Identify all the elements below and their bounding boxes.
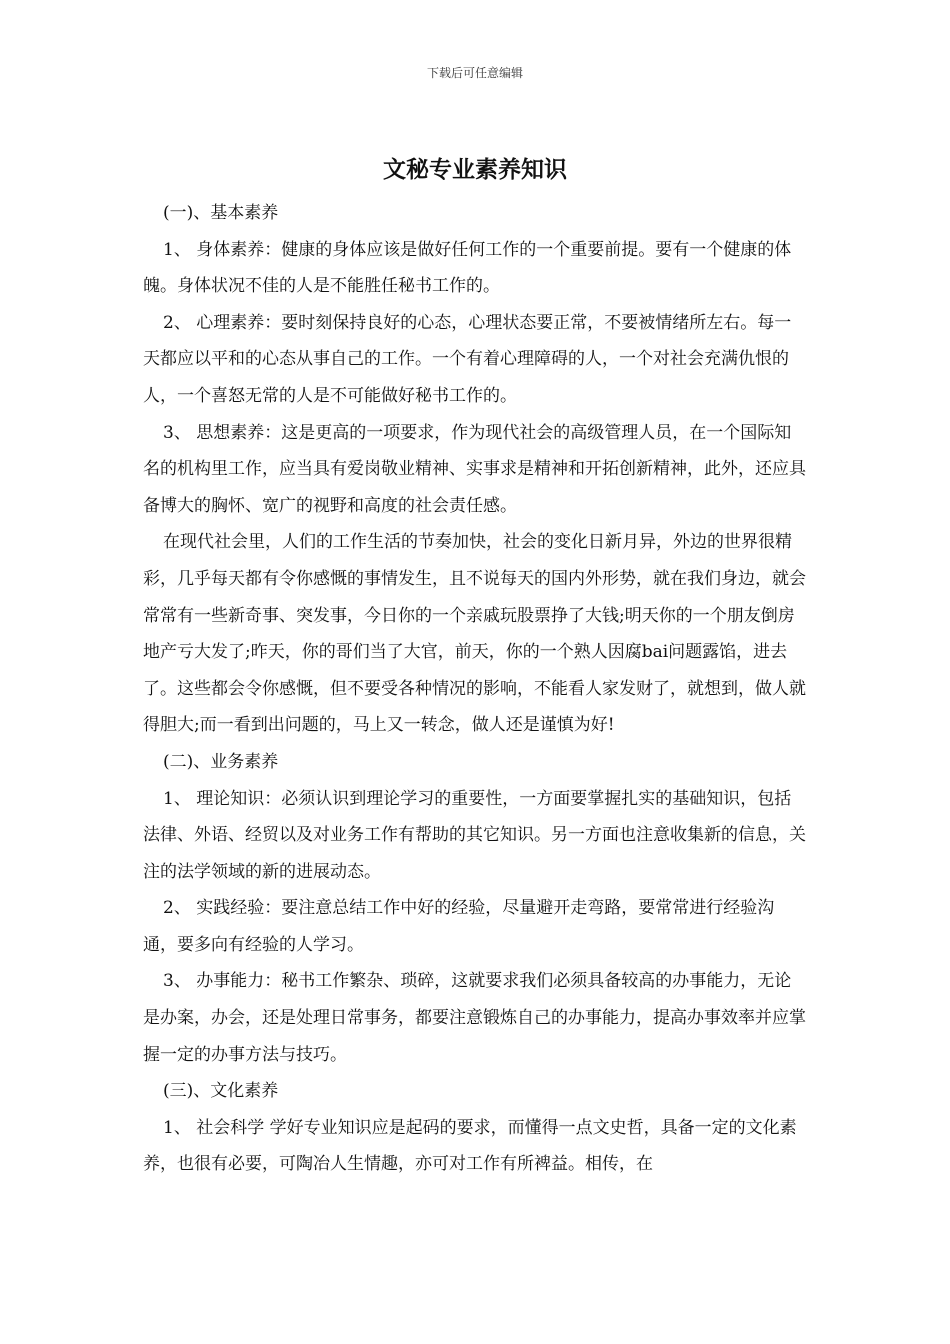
paragraph-ability: 3、 办事能力：秘书工作繁杂、琐碎，这就要求我们必须具备较高的办事能力，无论是办案，办会，还是处理日常事务，都要注意锻炼自己的办事能力，提高办事效率并应掌握一定的办事方法与技巧。	[143, 971, 806, 1065]
paragraph-modern-society: 在现代社会里，人们的工作生活的节奏加快，社会的变化日新月异，外边的世界很精彩，几乎每天都有令你感慨的事情发生，且不说每天的国内外形势，就在我们身边，就会常常有一些新奇事、突发事，今日你的一个亲戚玩股票挣了大钱;明天你的一个朋友倒房地产亏大发了;昨天，你的哥们当了大官，前天，你的一个熟人因腐bai问题露馅，进去了。这些都会令你感慨，但不要受各种情况的影响，不能看人家发财了，就想到，做人就得胆大;而一看到出问题的，马上又一转念，做人还是谨慎为好!	[143, 532, 806, 736]
paragraph-practice: 2、 实践经验：要注意总结工作中好的经验，尽量避开走弯路，要常常进行经验沟通，要多向有经验的人学习。	[143, 898, 775, 955]
section-heading-culture: (三)、文化素养	[163, 1081, 279, 1102]
section-heading-basic: (一)、基本素养	[163, 203, 279, 223]
document-title: 文秘专业素养知识	[383, 156, 567, 183]
paragraph-social-science: 1、 社会科学 学好专业知识应是起码的要求，而懂得一点文史哲，具备一定的文化素养，也很有必要，可陶冶人生情趣，亦可对工作有所裨益。相传，在	[143, 1117, 797, 1175]
document-body	[143, 195, 808, 1183]
paragraph-theory: 1、 理论知识：必须认识到理论学习的重要性，一方面要掌握扎实的基础知识，包括法律、外语、经贸以及对业务工作有帮助的其它知识。另一方面也注意收集新的信息，关注的法学领域的新的进展动态。	[143, 788, 806, 882]
header-note: 下载后可任意编辑	[426, 66, 523, 80]
paragraph-ideological: 3、 思想素养：这是更高的一项要求，作为现代社会的高级管理人员，在一个国际知名的机构里工作，应当具有爱岗敬业精神、实事求是精神和开拓创新精神，此外，还应具备博大的胸怀、宽广的视野和高度的社会责任感。	[143, 422, 806, 516]
paragraph-physical: 1、 身体素养：健康的身体应该是做好任何工作的一个重要前提。要有一个健康的体魄。身体状况不佳的人是不能胜任秘书工作的。	[143, 239, 792, 297]
section-heading-business: (二)、业务素养	[163, 751, 279, 772]
paragraph-psychological: 2、 心理素养：要时刻保持良好的心态，心理状态要正常，不要被情绪所左右。每一天都应以平和的心态从事自己的工作。一个有着心理障碍的人，一个对社会充满仇恨的人，一个喜怒无常的人是不可能做好秘书工作的。	[143, 312, 792, 406]
